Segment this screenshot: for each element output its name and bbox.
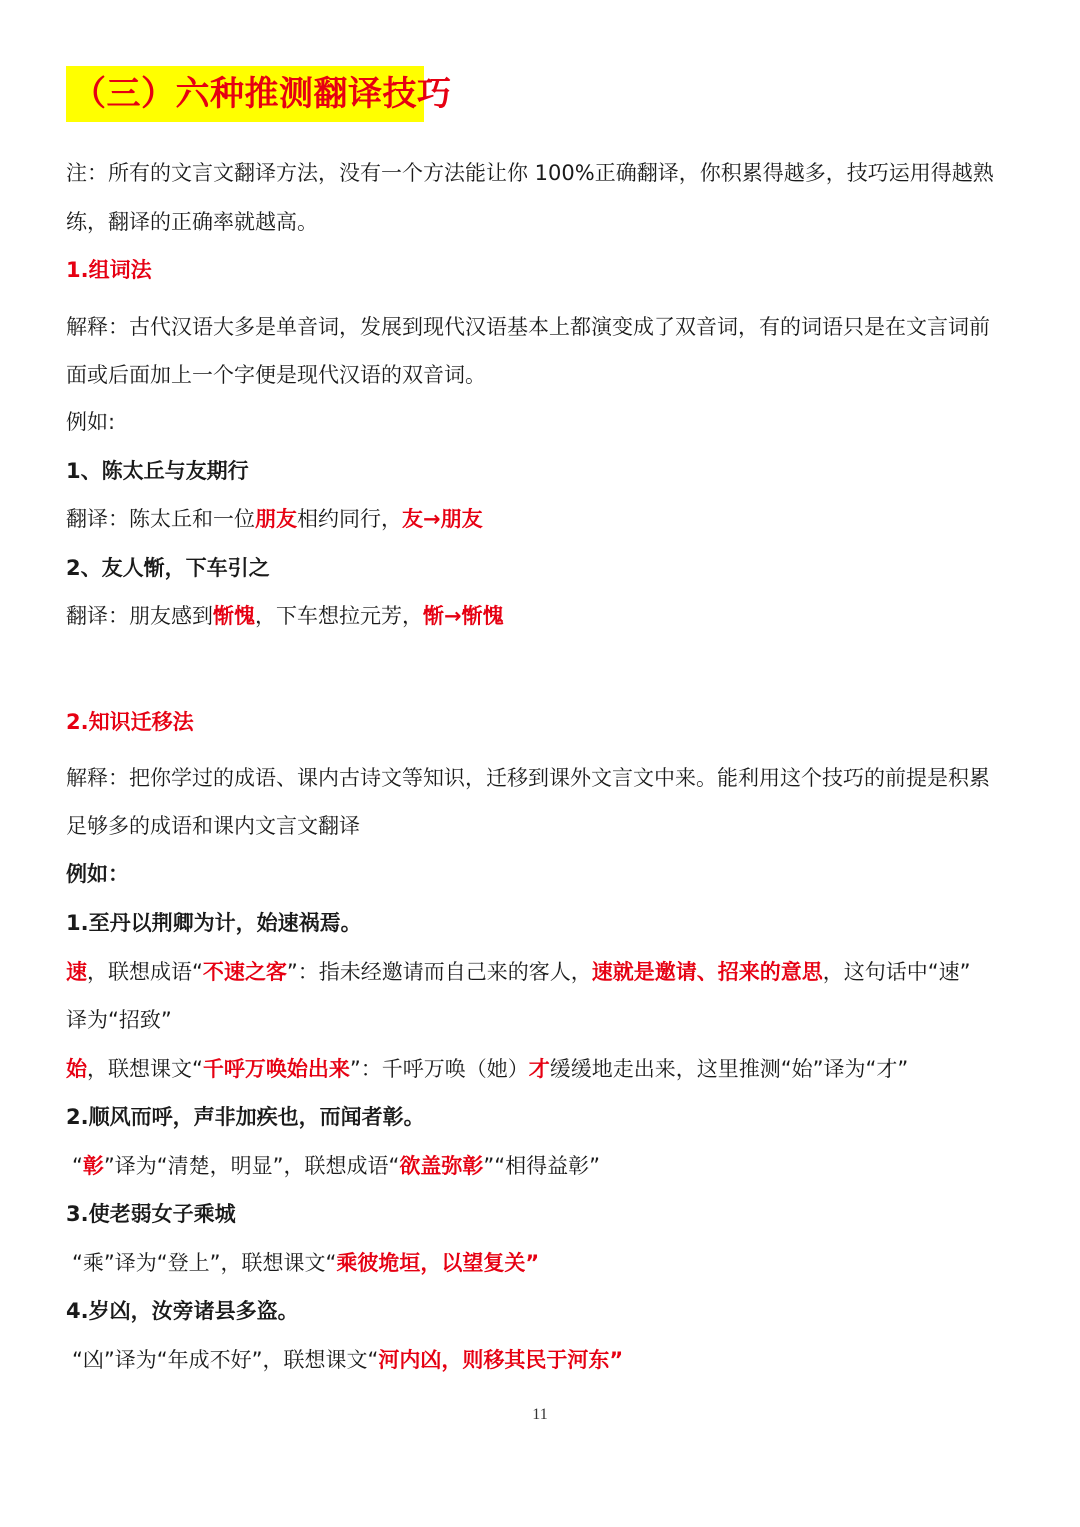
note-line-1: 注：所有的文言文翻译方法，没有一个方法能让你 100%正确翻译，你积累得越多，技巧运用得越熟 bbox=[66, 161, 994, 185]
text-segment: 缓缓地走出来，这里推测“始”译为“才” bbox=[549, 1057, 909, 1081]
highlight-text: 千呼万唤始出来 bbox=[202, 1057, 350, 1081]
section2-example2-title: 2.顺风而呼，声非加疾也，而闻者彰。 bbox=[66, 1105, 425, 1129]
section2-example1-line2: 译为“招致” bbox=[66, 1008, 172, 1032]
section2-example3-title: 3.使老弱女子乘城 bbox=[66, 1202, 236, 1226]
page-number: 11 bbox=[532, 1406, 548, 1423]
text-segment: “乘”译为“登上”，联想课文“ bbox=[72, 1251, 337, 1275]
text-segment: ，这句话中“速” bbox=[822, 960, 971, 984]
text-segment: ”译为“清楚，明显”，联想成语“ bbox=[103, 1154, 400, 1178]
section2-explain-2: 足够多的成语和课内文言文翻译 bbox=[66, 814, 360, 838]
highlight-text: 惭→惭愧 bbox=[423, 604, 504, 628]
section2-example2-line bbox=[72, 1151, 600, 1181]
section2-example1-line1 bbox=[66, 957, 971, 987]
text-segment: ”“相得益彰” bbox=[483, 1154, 601, 1178]
highlight-text: 速就是邀请、招来的意思 bbox=[591, 960, 823, 984]
section1-example-label: 例如: bbox=[66, 410, 116, 434]
highlight-text: 才 bbox=[528, 1057, 550, 1081]
text-segment: ”：千呼万唤（她） bbox=[349, 1057, 529, 1081]
section2-heading: 2.知识迁移法 bbox=[66, 710, 194, 734]
section1-example1-translation bbox=[66, 504, 483, 534]
section2-example3-line bbox=[72, 1248, 539, 1278]
note-line-2: 练，翻译的正确率就越高。 bbox=[66, 210, 318, 234]
text-segment: ，联想课文“ bbox=[87, 1057, 203, 1081]
highlight-text: 河内凶，则移其民于河东 bbox=[378, 1348, 610, 1372]
page-title: （三）六种推测翻译技巧 bbox=[72, 74, 452, 114]
section2-example1-line3 bbox=[66, 1054, 908, 1084]
section1-example2-title: 2、友人惭，下车引之 bbox=[66, 556, 270, 580]
section2-explain-1: 解释：把你学过的成语、课内古诗文等知识，迁移到课外文言文中来。能利用这个技巧的前提是积累 bbox=[66, 766, 990, 790]
highlight-text: 速 bbox=[66, 960, 87, 984]
highlight-text: 始 bbox=[66, 1057, 87, 1081]
section1-explain-1: 解释：古代汉语大多是单音词，发展到现代汉语基本上都演变成了双音词，有的词语只是在文言词前 bbox=[66, 315, 990, 339]
section2-example4-title: 4.岁凶，汝旁诸县多盗。 bbox=[66, 1299, 299, 1323]
highlight-text: 乘彼垝垣，以望复关 bbox=[336, 1251, 526, 1275]
highlight-text: 惭愧 bbox=[213, 604, 255, 628]
text-segment: 翻译：朋友感到 bbox=[66, 604, 213, 628]
section1-explain-2: 面或后面加上一个字便是现代汉语的双音词。 bbox=[66, 363, 486, 387]
text-segment: ” bbox=[525, 1251, 540, 1275]
text-segment: 翻译：陈太丘和一位 bbox=[66, 507, 255, 531]
section2-example1-title: 1.至丹以荆卿为计，始速祸焉。 bbox=[66, 911, 362, 935]
text-segment: 相约同行， bbox=[297, 507, 402, 531]
highlight-text: 友→朋友 bbox=[402, 507, 483, 531]
text-segment: ” bbox=[609, 1348, 624, 1372]
highlight-text: 彰 bbox=[82, 1154, 104, 1178]
text-segment: ”：指未经邀请而自己来的客人， bbox=[286, 960, 592, 984]
section1-example1-title: 1、陈太丘与友期行 bbox=[66, 459, 249, 483]
section1-heading: 1.组词法 bbox=[66, 258, 152, 282]
highlight-text: 不速之客 bbox=[202, 960, 287, 984]
text-segment: ，联想成语“ bbox=[87, 960, 203, 984]
section2-example-label: 例如： bbox=[66, 862, 129, 886]
highlight-text: 欲盖弥彰 bbox=[399, 1154, 484, 1178]
section2-example4-line bbox=[72, 1345, 623, 1375]
text-segment: “凶”译为“年成不好”，联想课文“ bbox=[72, 1348, 379, 1372]
section1-example2-translation bbox=[66, 601, 504, 631]
text-segment: “ bbox=[72, 1154, 83, 1178]
highlight-text: 朋友 bbox=[255, 507, 297, 531]
text-segment: ，下车想拉元芳， bbox=[255, 604, 423, 628]
